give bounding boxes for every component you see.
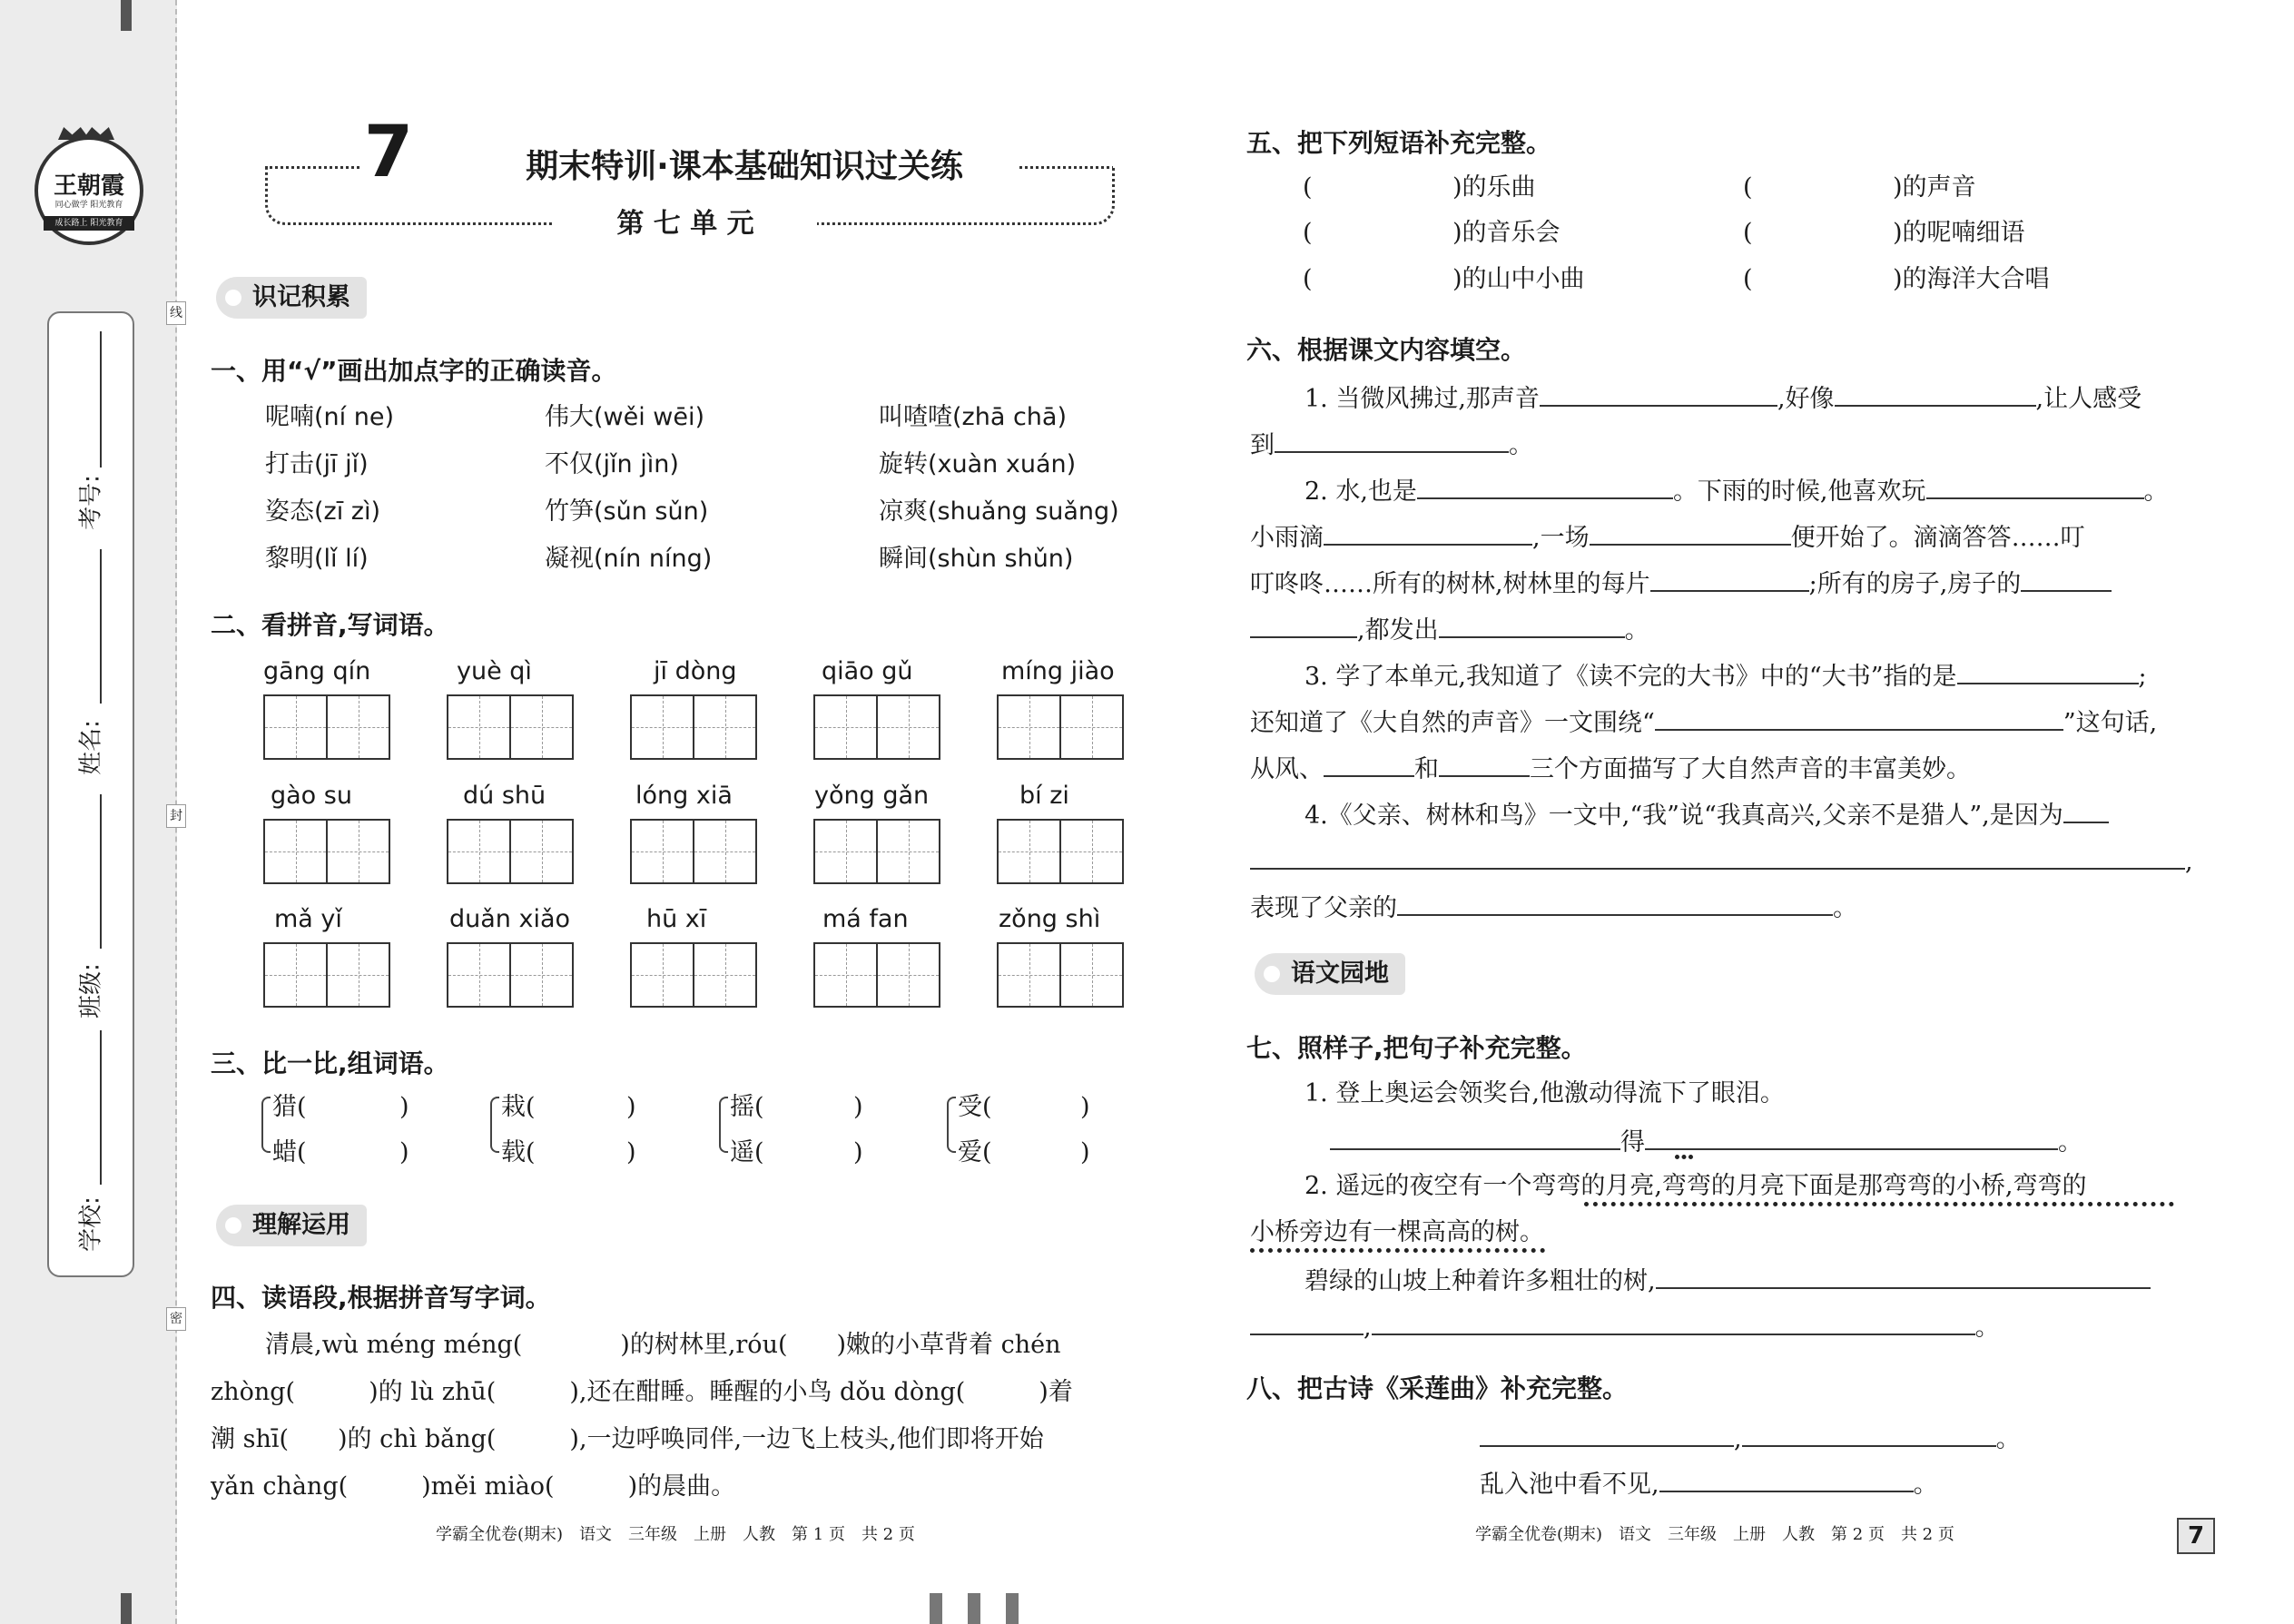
q3-brace [947, 1097, 956, 1153]
exam-number-label: 考号: [77, 475, 105, 530]
q3-brace [490, 1097, 499, 1153]
q1-item: 瞬间(shùn shǔn) [879, 545, 1074, 573]
q5-open: ( [1743, 173, 1753, 202]
q6-p4-line2: , [1250, 844, 2193, 878]
class-label: 班级: [77, 963, 105, 1019]
blank[interactable] [1250, 844, 2185, 870]
q5-open: ( [1743, 219, 1753, 247]
q2-pinyin: jī dòng [654, 657, 737, 685]
page-title: 期末特训·课本基础知识过关练 [472, 145, 1017, 189]
q3-close: ) [853, 1093, 863, 1121]
blank[interactable] [1324, 752, 1414, 777]
writing-box[interactable] [813, 942, 940, 1006]
title-frame-top-right [1009, 166, 1109, 169]
blank[interactable] [2021, 566, 2112, 592]
section-memory: 识记积累 [216, 277, 367, 319]
blank[interactable] [1835, 381, 2036, 407]
writing-box[interactable] [813, 694, 940, 758]
blank[interactable] [1655, 705, 2063, 731]
crop-mark [968, 1593, 980, 1624]
crop-mark [121, 0, 132, 31]
q2-pinyin: gāng qín [263, 657, 371, 685]
q1-item: 黎明(lǐ lí) [265, 545, 369, 573]
q5-open: ( [1303, 173, 1313, 202]
writing-box[interactable] [813, 819, 940, 882]
q2-pinyin: yǒng gǎn [814, 782, 930, 810]
q6-p1-line1: 1. 当微风拂过,那声音 ,好像 ,让人感受 [1305, 381, 2141, 415]
writing-box[interactable] [997, 819, 1124, 882]
q3-close: ) [1080, 1138, 1090, 1166]
q4-title: 四、读语段,根据拼音写字词。 [211, 1283, 551, 1313]
q3-char: 蜡( [272, 1138, 307, 1166]
q2-pinyin: bí zi [1019, 782, 1069, 810]
exam-number-field[interactable] [100, 331, 102, 468]
blank[interactable] [1742, 1422, 1996, 1447]
q3-brace [719, 1097, 728, 1153]
class-field[interactable] [100, 794, 102, 949]
blank[interactable] [1540, 381, 1777, 407]
q1-item: 呢喃(ní ne) [265, 403, 394, 431]
q3-title: 三、比一比,组词语。 [211, 1048, 449, 1078]
q3-close: ) [626, 1093, 636, 1121]
q2-title: 二、看拼音,写词语。 [211, 610, 449, 640]
q7-example-1: 1. 登上奥运会领奖台,他激动得流下了眼泪。 [1305, 1079, 1785, 1107]
q8-poem-line1: , 。 [1480, 1422, 2021, 1455]
q1-item: 凝视(nín níng) [545, 545, 713, 573]
q5-open: ( [1303, 219, 1313, 247]
q1-item: 凉爽(shuǎng suǎng) [879, 497, 1119, 526]
q5-text: )的呢喃细语 [1893, 219, 2025, 247]
blank[interactable] [1250, 613, 1357, 638]
writing-box[interactable] [447, 819, 574, 882]
q5-text: )的乐曲 [1452, 173, 1536, 202]
emphasis-dots [1250, 1248, 1545, 1253]
writing-box[interactable] [447, 694, 574, 758]
blank[interactable] [1439, 752, 1530, 777]
q2-pinyin: zǒng shì [999, 905, 1101, 933]
unit-subtitle: 第 七 单 元 [554, 205, 817, 243]
blank[interactable] [1330, 1125, 1620, 1150]
writing-box[interactable] [997, 694, 1124, 758]
q7-example-2a: 2. 遥远的夜空有一个弯弯的月亮,弯弯的月亮下面是那弯弯的小桥,弯弯的 [1305, 1172, 2087, 1200]
blank[interactable] [1480, 1422, 1734, 1447]
footer-right: 学霸全优卷(期末) 语文 三年级 上册 人教 第 2 页 共 2 页 [1475, 1525, 1954, 1544]
blank[interactable] [1397, 891, 1833, 916]
q3-close: ) [1080, 1093, 1090, 1121]
q1-title: 一、用“√”画出加点字的正确读音。 [211, 356, 617, 386]
name-label: 姓名: [77, 720, 105, 775]
crop-mark [930, 1593, 942, 1624]
blank[interactable] [1417, 474, 1673, 499]
q1-item: 伟大(wěi wēi) [545, 403, 705, 431]
q6-p2-line1: 2. 水,也是 。下雨的时候,他喜欢玩 。 [1305, 474, 2169, 507]
q4-line: yǎn chàng( )měi miào( )的晨曲。 [211, 1472, 736, 1501]
q3-close: ) [399, 1093, 409, 1121]
q6-p4-line3: 表现了父亲的 。 [1250, 891, 1857, 924]
q3-char: 载( [501, 1138, 536, 1166]
blank[interactable] [1659, 1467, 1914, 1492]
unit-number: 7 [361, 116, 416, 189]
q5-text: )的声音 [1893, 173, 1976, 202]
q2-pinyin: yuè qì [457, 657, 532, 685]
q7-example-2b: 小桥旁边有一棵高高的树。 [1250, 1218, 1544, 1246]
writing-box[interactable] [263, 819, 390, 882]
q1-item: 旋转(xuàn xuán) [879, 450, 1077, 478]
cut-mark-line: 线 [166, 301, 186, 325]
q4-line: zhòng( )的 lù zhū( ),还在酣睡。睡醒的小鸟 dǒu dòng( )着 [211, 1378, 1073, 1406]
section-understand: 理解运用 [216, 1205, 367, 1246]
q5-open: ( [1303, 265, 1313, 293]
crop-mark [1006, 1593, 1019, 1624]
q1-item: 叫喳喳(zhā chā) [879, 403, 1067, 431]
blank[interactable] [1250, 1310, 1364, 1335]
q3-brace [261, 1097, 271, 1153]
q2-pinyin: duǎn xiǎo [449, 905, 571, 933]
q3-char: 猎( [272, 1093, 307, 1121]
emphasis-dots [1675, 1155, 1693, 1159]
q3-close: ) [853, 1138, 863, 1166]
emphasis-dots [1584, 1202, 2174, 1206]
q2-pinyin: míng jiào [1001, 657, 1115, 685]
blank[interactable] [1439, 613, 1625, 638]
blank[interactable] [1926, 474, 2144, 499]
blank[interactable] [1590, 520, 1791, 546]
q2-pinyin: hū xī [646, 905, 707, 933]
writing-box[interactable] [263, 942, 390, 1006]
q1-item: 竹笋(sǔn sǔn) [545, 497, 709, 526]
q1-item: 打击(jī jǐ) [265, 450, 369, 478]
q2-pinyin: mǎ yǐ [274, 905, 342, 933]
q8-poem-line2: 乱入池中看不见, 。 [1480, 1467, 1938, 1501]
blank[interactable] [1372, 1310, 1975, 1335]
title-frame-top-left [265, 166, 365, 169]
q6-p3-line1: 3. 学了本单元,我知道了《读不完的大书》中的“大书”指的是 ; [1305, 659, 2147, 693]
student-info-panel [47, 311, 134, 1277]
q5-open: ( [1743, 265, 1753, 293]
q7-answer-1: 得 。 [1330, 1125, 2082, 1158]
logo-name: 王朝霞 [53, 172, 124, 200]
q6-p2-line4: ,都发出 。 [1250, 613, 1649, 646]
q4-line: 潮 shī( )的 chì bǎng( ),一边呼唤同伴,一边飞上枝头,他们即将开始 [211, 1425, 1044, 1453]
school-field[interactable] [100, 1030, 102, 1185]
blank[interactable] [1324, 520, 1532, 546]
blank[interactable] [1275, 428, 1509, 453]
q8-title: 八、把古诗《采莲曲》补充完整。 [1246, 1373, 1629, 1403]
q5-text: )的山中小曲 [1452, 265, 1585, 293]
q6-p3-line2: 还知道了《大自然的声音》一文围绕“ ”这句话, [1250, 705, 2157, 739]
school-label: 学校: [77, 1196, 105, 1252]
footer-left: 学霸全优卷(期末) 语文 三年级 上册 人教 第 1 页 共 2 页 [436, 1525, 915, 1544]
q4-line: 清晨,wù méng méng( )的树林里,róu( )嫩的小草背着 chén [265, 1331, 1061, 1359]
q3-close: ) [399, 1138, 409, 1166]
q1-item: 不仅(jǐn jìn) [545, 450, 679, 478]
section-garden: 语文园地 [1255, 953, 1405, 995]
crop-mark [121, 1593, 132, 1624]
name-field[interactable] [100, 549, 102, 704]
blank[interactable] [1645, 1125, 2058, 1150]
q5-text: )的音乐会 [1452, 219, 1561, 247]
q1-item: 姿态(zī zì) [265, 497, 380, 526]
q3-char: 摇( [730, 1093, 764, 1121]
blank[interactable] [1957, 659, 2139, 684]
q3-close: ) [626, 1138, 636, 1166]
q3-char: 爱( [958, 1138, 992, 1166]
q2-pinyin: qiāo gǔ [822, 657, 913, 685]
q7-answer-2: , 。 [1250, 1310, 2000, 1343]
q2-pinyin: lóng xiā [635, 782, 733, 810]
q5-title: 五、把下列短语补充完整。 [1246, 128, 1552, 158]
logo-banner: 成长路上 阳光教育 [44, 216, 134, 231]
q2-pinyin: má fan [822, 905, 909, 933]
q6-p4-line1: 4.《父亲、树林和鸟》一文中,“我”说“我真高兴,父亲不是猎人”,是因为 [1305, 798, 2109, 832]
writing-box[interactable] [630, 942, 757, 1006]
cut-mark-seal: 封 [166, 804, 186, 828]
writing-box[interactable] [630, 819, 757, 882]
blank[interactable] [1650, 566, 1809, 592]
q2-pinyin: gào su [271, 782, 352, 810]
q6-p2-line3: 叮咚咚……所有的树林,树林里的每片 ;所有的房子,房子的 [1250, 566, 2112, 600]
q3-char: 受( [958, 1093, 992, 1121]
q7-title: 七、照样子,把句子补充完整。 [1246, 1033, 1587, 1063]
cut-mark-secret: 密 [166, 1307, 186, 1331]
q3-char: 遥( [730, 1138, 764, 1166]
q5-text: )的海洋大合唱 [1893, 265, 2050, 293]
page-number: 7 [2177, 1518, 2215, 1554]
publisher-logo [34, 136, 143, 245]
q6-p2-line2: 小雨滴 ,一场 便开始了。滴滴答答……叮 [1250, 520, 2085, 554]
logo-motto: 同心做学 阳光教育 [54, 201, 123, 210]
q6-p1-line2: 到 。 [1250, 428, 1533, 461]
q3-char: 栽( [501, 1093, 536, 1121]
writing-box[interactable] [263, 694, 390, 758]
q6-p3-line3: 从风、 和 三个方面描写了大自然声音的丰富美妙。 [1250, 752, 1971, 785]
blank[interactable] [1656, 1264, 2151, 1289]
q7-prompt: 碧绿的山坡上种着许多粗壮的树, [1305, 1264, 2151, 1297]
q6-title: 六、根据课文内容填空。 [1246, 335, 1527, 365]
writing-box[interactable] [630, 694, 757, 758]
blank[interactable] [2063, 798, 2109, 823]
writing-box[interactable] [997, 942, 1124, 1006]
q2-pinyin: dú shū [463, 782, 546, 810]
writing-box[interactable] [447, 942, 574, 1006]
